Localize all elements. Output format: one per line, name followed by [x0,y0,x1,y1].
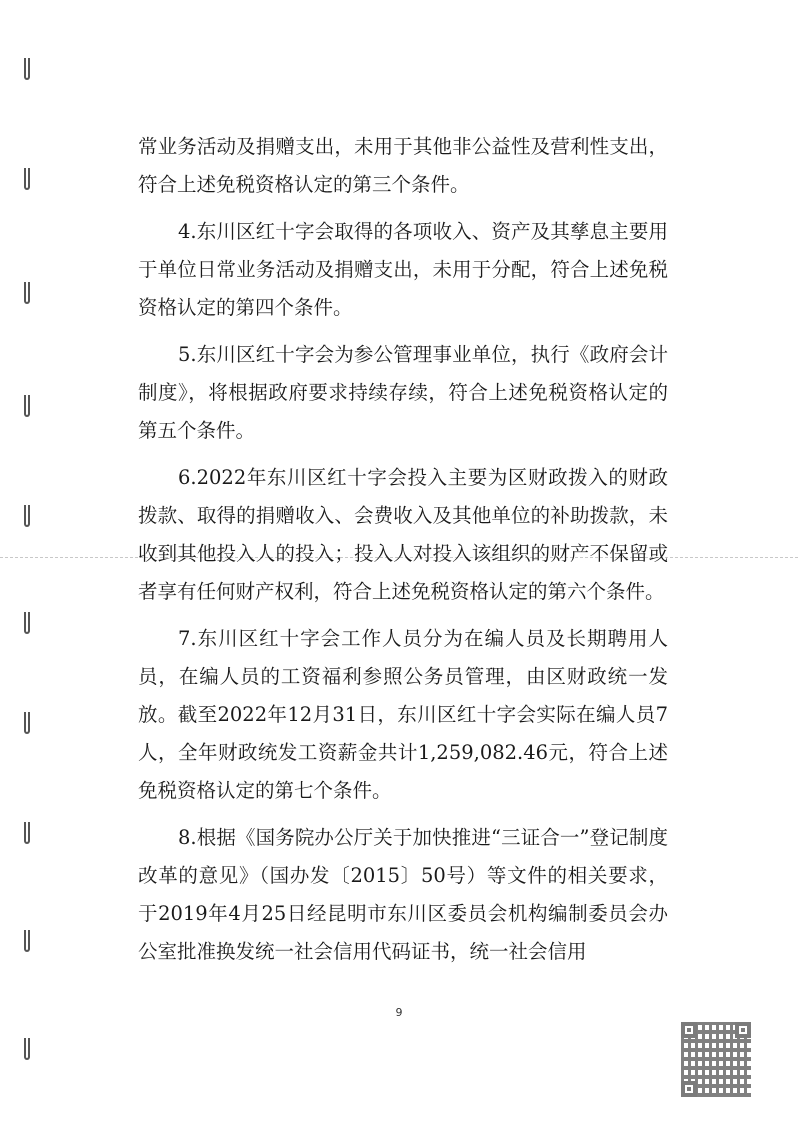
binding-hole-mark [24,505,30,527]
binding-hole-mark [24,168,30,190]
paragraph-continued-3: 常业务活动及捐赠支出，未用于其他非公益性及营利性支出，符合上述免税资格认定的第三个条件。 [138,135,668,196]
paragraph-condition-6: 6.2022年东川区红十字会投入主要为区财政拨入的财政拨款、取得的捐赠收入、会费收入及其他单位的补助拨款，未收到其他投入人的投入；投入人对投入该组织的财产不保留或者享有任何财产权利，符合上述免税资格认定的第六个条件。 [138,466,668,603]
document-body [138,128,668,980]
paragraph-condition-4: 4.东川区红十字会取得的各项收入、资产及其孳息主要用于单位日常业务活动及捐赠支出，未用于分配，符合上述免税资格认定的第四个条件。 [138,220,668,319]
binding-hole-mark [24,282,30,304]
binding-hole-mark [24,712,30,734]
paragraph-condition-7: 7.东川区红十字会工作人员分为在编人员及长期聘用人员，在编人员的工资福利参照公务员管理，由区财政统一发放。截至2022年12月31日，东川区红十字会实际在编人员7人，全年财政统发工资薪金共计1,259,082.46元，符合上述免税资格认定的第七个条件。 [138,627,668,802]
binding-hole-mark [24,395,30,417]
binding-hole-mark [24,612,30,634]
binding-hole-mark [24,822,30,844]
page-number: 9 [395,1006,403,1019]
qr-finder-pattern [681,1081,697,1097]
paragraph-condition-5: 5.东川区红十字会为参公管理事业单位，执行《政府会计制度》，将根据政府要求持续存续，符合上述免税资格认定的第五个条件。 [138,343,668,442]
qr-code [681,1022,751,1097]
qr-finder-pattern [735,1022,751,1038]
binding-hole-mark [24,1038,30,1060]
qr-finder-pattern [681,1022,697,1038]
binding-hole-mark [24,58,30,80]
binding-hole-mark [24,930,30,952]
paragraph-condition-8: 8.根据《国务院办公厅关于加快推进“三证合一”登记制度改革的意见》（国办发〔2015〕50号）等文件的相关要求，于2019年4月25日经昆明市东川区委员会机构编制委员会办公室批准换发统一社会信用代码证书，统一社会信用 [138,826,668,963]
